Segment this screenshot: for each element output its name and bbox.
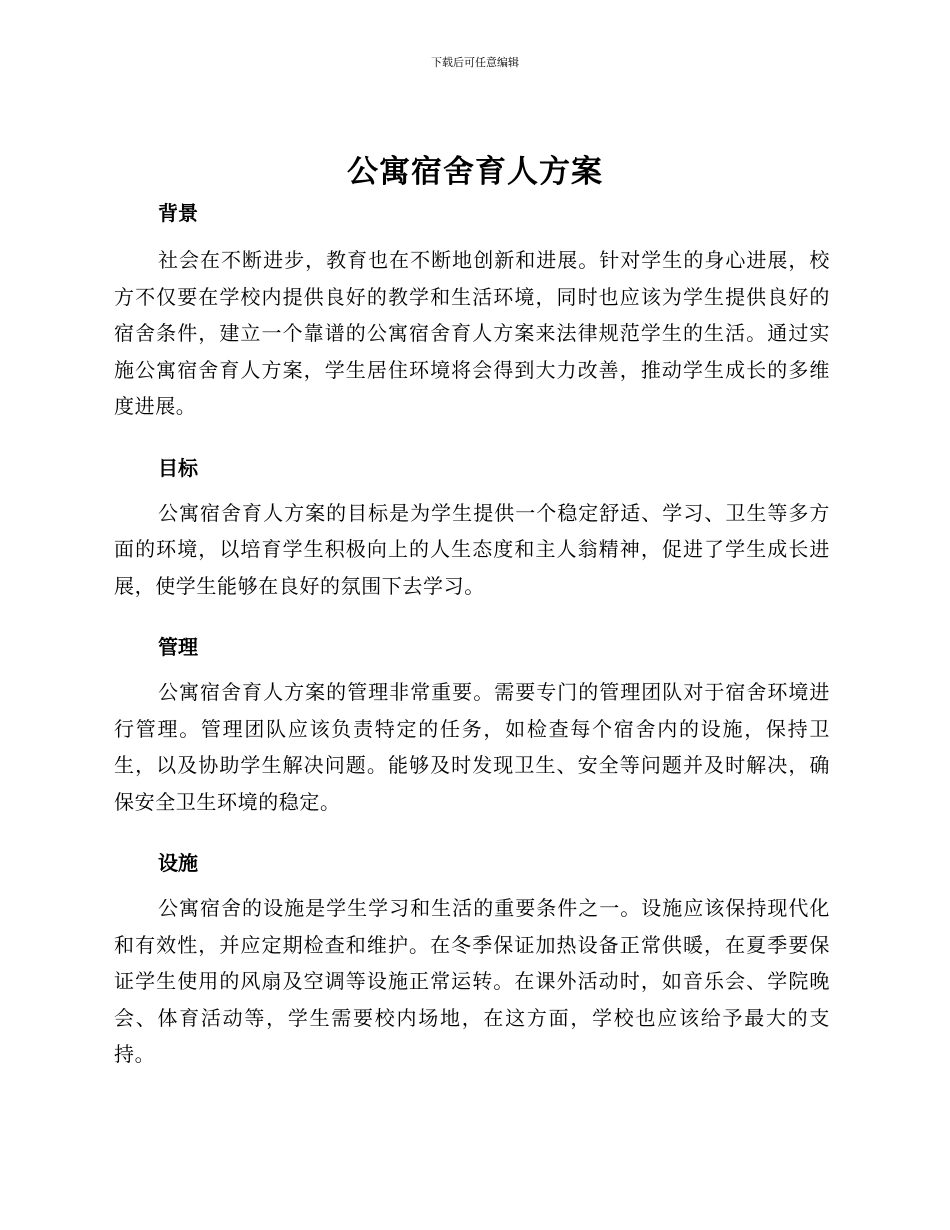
section-heading: 背景	[158, 201, 198, 225]
section-paragraph: 公寓宿舍的设施是学生学习和生活的重要条件之一。设施应该保持现代化和有效性，并应定期检查和维护。在冬季保证加热设备正常供暖，在夏季要保证学生使用的风扇及空调等设施正常运转。在课外活动时，如音乐会、学院晚会、体育活动等，学生需要校内场地，在这方面，学校也应该给予最大的支持。	[114, 896, 830, 1066]
section-heading: 设施	[158, 851, 198, 875]
section-goal	[114, 451, 830, 605]
section-background	[114, 196, 830, 425]
section-paragraph: 社会在不断进步，教育也在不断地创新和进展。针对学生的身心进展，校方不仅要在学校内提供良好的教学和生活环境，同时也应该为学生提供良好的宿舍条件，建立一个靠谱的公寓宿舍育人方案来法律规范学生的生活。通过实施公寓宿舍育人方案，学生居住环境将会得到大力改善，推动学生成长的多维度进展。	[114, 248, 830, 418]
section-facilities	[114, 846, 830, 1073]
section-management	[114, 630, 830, 820]
document-body	[114, 196, 830, 1099]
document-title: 公寓宿舍育人方案	[347, 154, 603, 190]
section-heading: 管理	[158, 635, 198, 659]
header-note: 下载后可任意编辑	[431, 56, 519, 69]
section-heading: 目标	[158, 455, 198, 480]
section-paragraph: 公寓宿舍育人方案的目标是为学生提供一个稳定舒适、学习、卫生等多方面的环境，以培育学生积极向上的人生态度和主人翁精神，促进了学生成长进展，使学生能够在良好的氛围下去学习。	[114, 500, 830, 598]
section-paragraph: 公寓宿舍育人方案的管理非常重要。需要专门的管理团队对于宿舍环境进行管理。管理团队应该负责特定的任务，如检查每个宿舍内的设施，保持卫生，以及协助学生解决问题。能够及时发现卫生、安全等问题并及时解决，确保安全卫生环境的稳定。	[114, 680, 830, 814]
